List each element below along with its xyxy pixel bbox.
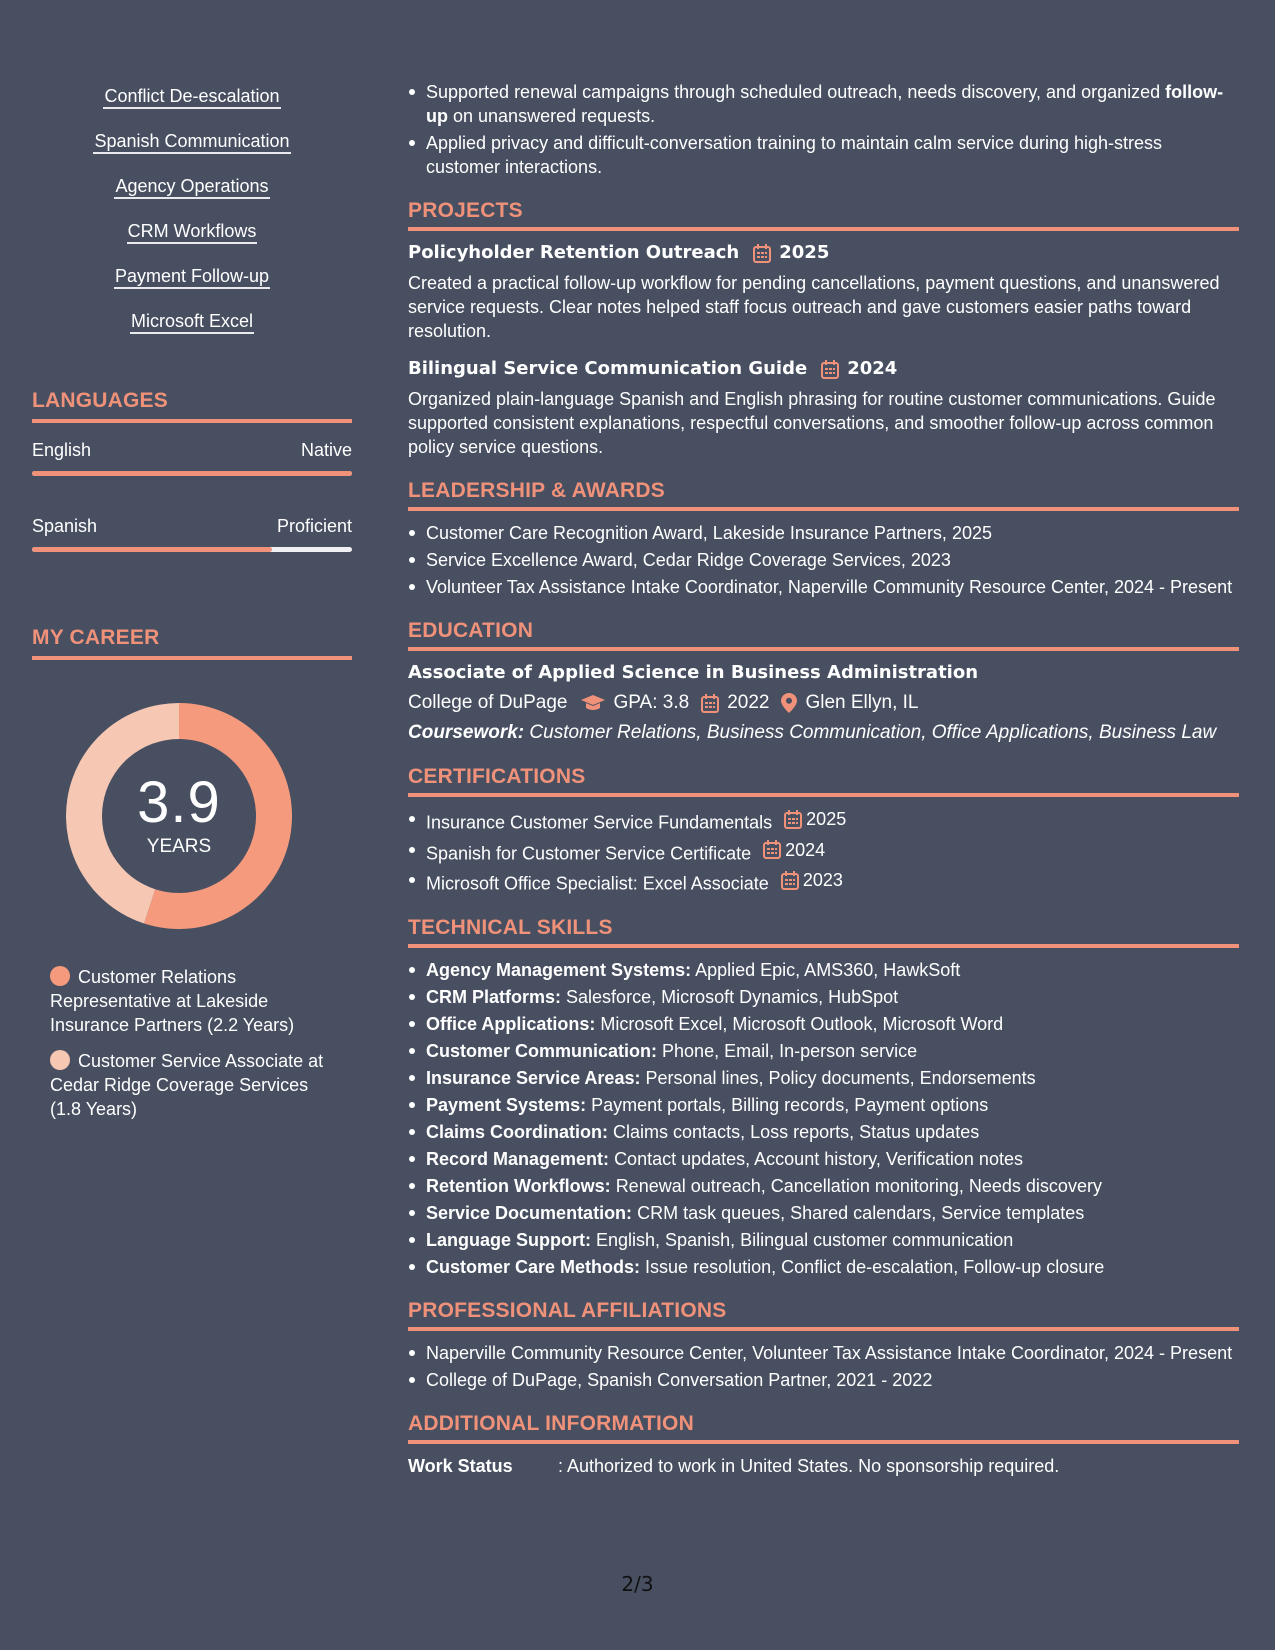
skill-tag: Conflict De-escalation [103, 84, 280, 129]
list-item: Applied privacy and difficult-conversation training to maintain calm service during high-stress customer interactions. [408, 131, 1239, 179]
list-item: Language Support: English, Spanish, Bilingual customer communication [408, 1228, 1239, 1252]
location-pin-icon [781, 693, 797, 713]
list-item: CRM Platforms: Salesforce, Microsoft Dynamics, HubSpot [408, 985, 1239, 1009]
career-heading: MY CAREER [32, 626, 352, 660]
education-school: College of DuPage [408, 692, 568, 713]
list-item: Volunteer Tax Assistance Intake Coordinator, Naperville Community Resource Center, 2024 - Present [408, 575, 1239, 599]
legend-item: Customer Relations Representative at Lakeside Insurance Partners (2.2 Years) [50, 967, 295, 1035]
projects-heading: PROJECTS [408, 199, 1239, 231]
calendar-icon [753, 244, 771, 263]
calendar-icon [701, 694, 719, 713]
work-status-value: : Authorized to work in United States. No sponsorship required. [558, 1455, 1060, 1476]
list-item: College of DuPage, Spanish Conversation Partner, 2021 - 2022 [408, 1368, 1239, 1392]
project-item [408, 241, 1239, 343]
calendar-icon [781, 871, 799, 890]
project-name: Bilingual Service Communication Guide [408, 358, 808, 379]
education-meta [408, 691, 1239, 715]
experience-bullets [408, 80, 1239, 179]
skill-tag: Spanish Communication [93, 129, 290, 174]
list-item: Microsoft Office Specialist: Excel Associate 2023 [408, 868, 1239, 896]
list-item: Insurance Service Areas: Personal lines, Policy documents, Endorsements [408, 1066, 1239, 1090]
language-row [32, 440, 352, 461]
list-item: Claims Coordination: Claims contacts, Loss reports, Status updates [408, 1120, 1239, 1144]
education-coursework: Coursework: Customer Relations, Business Communication, Office Applications, Business Law [408, 722, 1217, 743]
project-description: Organized plain-language Spanish and English phrasing for routine customer communications. Guide supported consistent explanations, respectful conversations, and smoother follow-up across common policy service questions. [408, 389, 1216, 457]
list-item: Insurance Customer Service Fundamentals 2025 [408, 807, 1239, 835]
awards-heading: LEADERSHIP & AWARDS [408, 479, 1239, 511]
education-heading: EDUCATION [408, 619, 1239, 651]
language-name: Spanish [32, 516, 98, 536]
education-location: Glen Ellyn, IL [805, 692, 919, 713]
calendar-icon [784, 810, 802, 829]
list-item: Agency Management Systems: Applied Epic, AMS360, HawkSoft [408, 958, 1239, 982]
skill-tag: CRM Workflows [127, 219, 258, 264]
right-column [408, 80, 1239, 1478]
certifications-list [408, 807, 1239, 896]
list-item: Service Excellence Award, Cedar Ridge Coverage Services, 2023 [408, 548, 1239, 572]
list-item: Supported renewal campaigns through scheduled outreach, needs discovery, and organized follow-up on unanswered requests. [408, 80, 1239, 128]
graduation-cap-icon [580, 694, 606, 712]
project-year: 2024 [847, 358, 898, 379]
list-item: Service Documentation: CRM task queues, Shared calendars, Service templates [408, 1201, 1239, 1225]
awards-list [408, 521, 1239, 599]
list-item: Office Applications: Microsoft Excel, Microsoft Outlook, Microsoft Word [408, 1012, 1239, 1036]
legend-dot-secondary [50, 1050, 70, 1070]
page-number: 2/3 [621, 1572, 654, 1596]
calendar-icon [763, 840, 781, 859]
career-total: 3.9 [137, 770, 221, 835]
language-bar-fill [32, 471, 352, 476]
project-name: Policyholder Retention Outreach [408, 242, 740, 263]
languages-section [32, 389, 352, 552]
skill-tags [32, 84, 352, 354]
career-donut-chart [66, 703, 292, 929]
project-description: Created a practical follow-up workflow for pending cancellations, payment questions, and unanswered service requests. Clear notes helped staff focus outreach and gave customers easier paths toward resolution. [408, 273, 1220, 341]
list-item: Customer Communication: Phone, Email, In-person service [408, 1039, 1239, 1063]
legend-item: Customer Service Associate at Cedar Ridge Coverage Services (1.8 Years) [50, 1051, 324, 1119]
list-item: Record Management: Contact updates, Account history, Verification notes [408, 1147, 1239, 1171]
education-year: 2022 [727, 692, 770, 713]
education-degree: Associate of Applied Science in Business Administration [408, 662, 979, 683]
list-item: Retention Workflows: Renewal outreach, Cancellation monitoring, Needs discovery [408, 1174, 1239, 1198]
language-row [32, 516, 352, 537]
skill-tag: Payment Follow-up [114, 264, 270, 309]
list-item: Customer Care Methods: Issue resolution, Conflict de-escalation, Follow-up closure [408, 1255, 1239, 1279]
affiliations-heading: PROFESSIONAL AFFILIATIONS [408, 1299, 1239, 1331]
work-status-label: Work Status [408, 1455, 513, 1476]
career-legend [50, 965, 330, 1121]
language-bar [32, 471, 352, 476]
left-column [32, 84, 352, 1133]
skill-tag: Microsoft Excel [130, 309, 254, 354]
education-gpa: GPA: 3.8 [613, 692, 690, 713]
certifications-heading: CERTIFICATIONS [408, 765, 1239, 797]
work-status-row [408, 1454, 1239, 1478]
project-year: 2025 [779, 242, 830, 263]
technical-skills-heading: TECHNICAL SKILLS [408, 916, 1239, 948]
languages-heading: LANGUAGES [32, 389, 352, 423]
legend-dot-primary [50, 966, 70, 986]
career-unit: YEARS [146, 836, 212, 857]
language-level: Native [300, 440, 352, 460]
calendar-icon [821, 360, 839, 379]
list-item: Spanish for Customer Service Certificate 2024 [408, 838, 1239, 866]
skill-tag: Agency Operations [114, 174, 269, 219]
career-section [32, 626, 352, 1121]
language-bar-fill [32, 547, 272, 552]
language-name: English [32, 440, 92, 460]
language-bar [32, 547, 352, 552]
project-item [408, 357, 1239, 459]
technical-skills-list [408, 958, 1239, 1279]
language-level: Proficient [276, 516, 352, 536]
additional-info-heading: ADDITIONAL INFORMATION [408, 1412, 1239, 1444]
list-item: Payment Systems: Payment portals, Billing records, Payment options [408, 1093, 1239, 1117]
affiliations-list [408, 1341, 1239, 1392]
list-item: Naperville Community Resource Center, Volunteer Tax Assistance Intake Coordinator, 2024 - Present [408, 1341, 1239, 1365]
list-item: Customer Care Recognition Award, Lakeside Insurance Partners, 2025 [408, 521, 1239, 545]
